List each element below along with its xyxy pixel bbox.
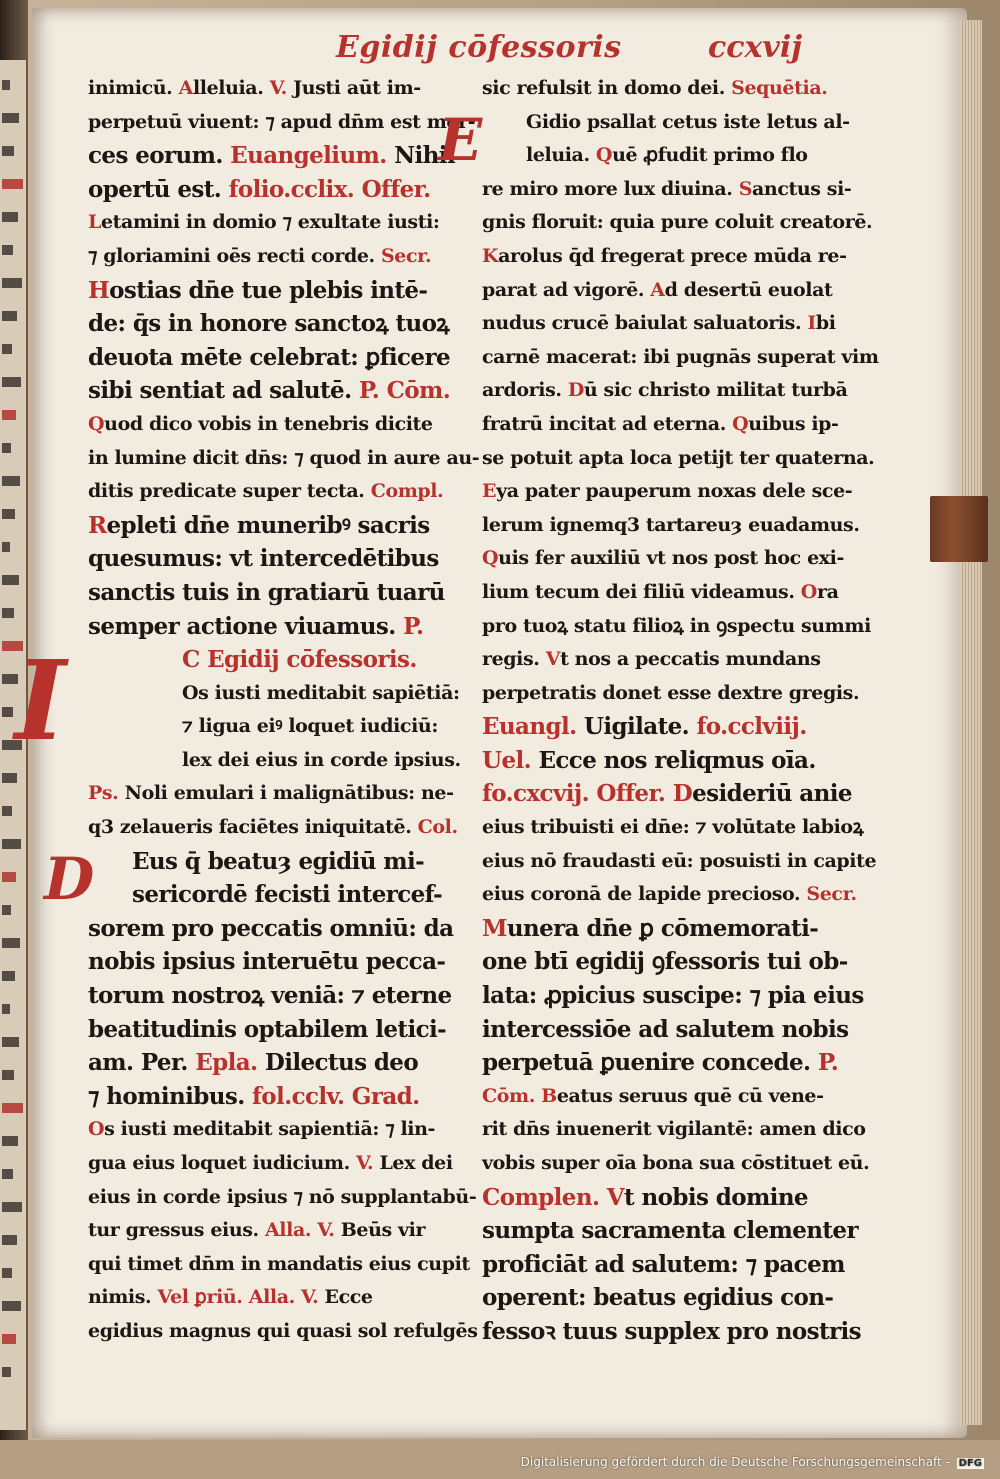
facing-page-text-stroke — [2, 212, 18, 222]
rubric-text: fo.cclviij. — [696, 713, 807, 741]
facing-page-text-stroke — [2, 938, 20, 948]
body-text: Ecce nos reliqmus oīa. — [531, 746, 816, 774]
text-line — [88, 1281, 462, 1315]
facing-page-text-stroke — [2, 476, 20, 486]
rubric-text: P. Cōm. — [358, 377, 451, 405]
rubric-text: R — [88, 511, 107, 539]
facing-page-text-stroke — [2, 1169, 13, 1179]
body-text: sic refulsit in domo dei. — [482, 77, 732, 99]
text-line — [482, 341, 879, 375]
body-text: etamini in domio ⁊ exultate iusti: — [100, 211, 440, 234]
facing-page-text-stroke — [2, 1202, 22, 1212]
rubric-text: M — [482, 914, 507, 942]
facing-page-text-stroke — [2, 311, 17, 321]
rubric-text: Q — [732, 412, 749, 435]
text-line — [88, 106, 476, 140]
text-line — [482, 1281, 852, 1315]
text-line — [482, 442, 875, 476]
facing-page-text-stroke — [2, 1334, 16, 1344]
body-text: vobis super oīa bona sua cōstituet eū. — [482, 1152, 870, 1174]
text-line — [88, 139, 462, 173]
text-line — [88, 408, 462, 442]
body-text: q3 zelaueris faciētes iniquitatē. — [88, 816, 418, 839]
text-line — [88, 744, 462, 778]
body-text: lleluia. — [192, 77, 270, 99]
body-text: am. Per. — [88, 1049, 196, 1077]
text-line — [482, 576, 852, 610]
folio-number: ccxvij — [708, 30, 803, 65]
rubric-text: B — [541, 1084, 557, 1107]
facing-page-text-stroke — [2, 179, 23, 189]
text-line — [88, 509, 462, 543]
rubric-text: fo.cxcvij. Offer. — [482, 780, 666, 808]
body-text: ces eorum. — [88, 142, 231, 170]
red-initial: D — [44, 844, 94, 913]
body-text: carnē macerat: ibi pugnās superat vim — [482, 345, 879, 368]
body-text: sumpta sacramenta clementer — [482, 1217, 858, 1245]
body-text: Lex dei — [373, 1152, 453, 1174]
rubric-text: V. — [269, 77, 287, 99]
facing-page-text-stroke — [2, 575, 19, 585]
body-text: qui timet dn̄m in mandatis eius cupit — [88, 1252, 470, 1275]
running-title: Egidij cōfessoris — [336, 30, 622, 65]
text-line — [482, 945, 852, 979]
facing-page-text-stroke — [2, 278, 22, 288]
body-text: se potuit apta loca petijt ter quaterna. — [482, 446, 875, 469]
body-text: Os iusti meditabit sapiētiā: — [182, 681, 460, 704]
body-text: uod dico vobis in tenebris dicite — [104, 412, 433, 435]
text-line — [482, 811, 864, 845]
footer-credit — [521, 1455, 984, 1469]
body-text: fessoꝛ tuus supplex pro nostris — [482, 1317, 862, 1345]
text-line — [482, 912, 852, 946]
body-text: perpetuā ꝑuenire concede. — [482, 1049, 818, 1077]
facing-page-text-stroke — [2, 1037, 19, 1047]
rubric-text: A — [650, 278, 665, 301]
text-line — [88, 72, 462, 106]
text-line — [482, 139, 852, 173]
rubric-text: Q — [88, 412, 105, 435]
body-text: Justi aūt im- — [286, 77, 421, 99]
body-text: Noli emulari i malignātibus: ne- — [124, 782, 454, 805]
text-line — [88, 945, 462, 979]
body-text: esideriū anie — [692, 780, 852, 808]
body-text: intercessiōe ad salutem nobis — [482, 1015, 849, 1043]
text-line — [88, 1080, 462, 1114]
rubric-text: Euangelium. — [230, 142, 387, 170]
rubric-text: V — [606, 1183, 625, 1211]
facing-page-text-stroke — [2, 1367, 11, 1377]
body-text: torum nostroꝝ veniā: ⁊ eterne — [88, 982, 452, 1010]
text-line — [88, 1113, 462, 1147]
text-line — [88, 240, 462, 274]
digitization-footer — [0, 1440, 1000, 1479]
body-text: eius coronā de lapide precioso. — [482, 883, 807, 906]
body-text: semper actione viuamus. — [88, 612, 404, 640]
body-text: nudus crucē baiulat saluatoris. — [482, 312, 808, 335]
facing-page-text-stroke — [2, 146, 14, 156]
text-line — [482, 173, 852, 207]
body-text: eatus seruus quē cū vene- — [556, 1084, 824, 1107]
body-text: leluia. — [526, 144, 596, 167]
facing-page-text-stroke — [2, 872, 16, 882]
facing-page-text-stroke — [2, 1136, 18, 1146]
text-line — [88, 1248, 470, 1282]
body-text: sanctis tuis in gratiarū tuarū — [88, 578, 445, 606]
text-line — [482, 1248, 852, 1282]
rubric-text: D — [567, 379, 584, 402]
body-text: lex dei eius in corde ipsius. — [182, 748, 461, 771]
text-line — [482, 744, 852, 778]
facing-page-text-stroke — [2, 971, 15, 981]
text-line — [88, 710, 462, 744]
text-line — [482, 1214, 858, 1248]
body-text: pro tuoꝝ statu filioꝝ in ꝯspectu summi — [482, 614, 871, 637]
text-line — [88, 811, 462, 845]
text-line — [88, 677, 462, 711]
rubric-text: S — [738, 177, 753, 200]
text-line — [482, 710, 852, 744]
text-line — [88, 206, 462, 240]
facing-page-text-stroke — [2, 608, 14, 618]
body-text: ardoris. — [482, 379, 568, 402]
body-text: lium tecum dei filiū videamus. — [482, 580, 801, 603]
body-text: ⁊ ligua eiꝰ loquet iudiciū: — [182, 715, 438, 738]
text-line — [88, 777, 462, 811]
body-text: sericordē fecisti intercef- — [132, 881, 443, 909]
rubric-text: C — [182, 646, 208, 674]
rubric-text: P. — [817, 1049, 839, 1077]
body-text: lerum ignemq3 tartareuȝ euadamus. — [482, 513, 860, 536]
right-text-column — [438, 72, 879, 1349]
body-text — [665, 780, 672, 807]
rubric-text: Col. — [417, 816, 458, 839]
text-line — [482, 509, 860, 543]
rubric-text: L — [88, 211, 101, 234]
facing-page-text-stroke — [2, 806, 12, 816]
text-line — [88, 576, 462, 610]
text-line — [482, 878, 857, 912]
body-text: ya pater pauperum noxas dele sce- — [496, 480, 853, 503]
rubric-text: O — [88, 1118, 105, 1141]
body-text: egidius magnus qui quasi sol refulgēs — [88, 1319, 478, 1342]
text-line — [88, 912, 462, 946]
body-text: parat ad vigorē. — [482, 278, 651, 301]
rubric-text: Q — [595, 144, 613, 167]
body-text: eius nō fraudasti eū: posuisti in capite — [482, 849, 877, 872]
rubric-text: Cōm. — [482, 1084, 535, 1107]
body-text: s iusti meditabit sapientiā: ⁊ lin- — [104, 1118, 436, 1141]
text-line — [88, 442, 480, 476]
body-text: sibi sentiat ad salutē. — [88, 377, 359, 405]
body-text: Gidio psallat cetus iste letus al- — [526, 110, 850, 133]
body-text: uē ꝓfudit primo flo — [612, 144, 808, 167]
body-text: d desertū euolat — [664, 278, 833, 301]
text-line — [482, 1113, 866, 1147]
text-line — [482, 240, 852, 274]
facing-page-text-stroke — [2, 905, 11, 915]
body-text: sorem pro peccatis omniū: da — [88, 914, 454, 942]
body-text: beatitudinis optabilem letici- — [88, 1015, 447, 1043]
body-text: epleti dn̄e muneribꝰ sacris — [106, 511, 430, 539]
facing-page-text-stroke — [2, 542, 10, 552]
body-text: eius in corde ipsius ⁊ nō supplantabū- — [88, 1185, 477, 1208]
rubric-text: Compl. — [370, 480, 444, 503]
text-line — [482, 206, 873, 240]
facing-page-text-stroke — [2, 113, 19, 123]
body-text: proficiāt ad salutem: ⁊ pacem — [482, 1250, 845, 1278]
body-text: ostias dn̄e tue plebis intē- — [109, 276, 428, 304]
body-text: Dilectus deo — [257, 1049, 419, 1077]
body-text: bi — [815, 312, 836, 335]
leather-tab-marker — [930, 496, 988, 562]
facing-page-text-stroke — [2, 377, 21, 387]
facing-page-text-stroke — [2, 443, 11, 453]
text-line — [482, 777, 852, 811]
text-line — [88, 1013, 462, 1047]
rubric-text: Epla. — [195, 1049, 258, 1077]
body-text: uibus ip- — [748, 412, 839, 435]
text-line — [88, 341, 462, 375]
facing-page-text-stroke — [2, 1070, 14, 1080]
text-line — [88, 475, 462, 509]
text-line — [482, 643, 852, 677]
body-text: lata: ꝓpicius suscipe: ⁊ pia eius — [482, 982, 864, 1010]
body-text: regis. — [482, 648, 546, 671]
body-text: Beūs vir — [334, 1219, 426, 1242]
facing-page-text-stroke — [2, 344, 12, 354]
text-line — [88, 274, 462, 308]
left-text-column — [14, 72, 480, 1349]
body-text: nobis ipsius interuētu pecca- — [88, 948, 446, 976]
text-line — [482, 475, 852, 509]
text-line — [482, 1080, 852, 1114]
page-header — [0, 26, 1000, 72]
rubric-text: Secr. — [380, 244, 432, 267]
text-line — [482, 1013, 852, 1047]
text-line — [482, 408, 852, 442]
text-line — [482, 1315, 862, 1349]
body-text: gua eius loquet iudicium. — [88, 1152, 356, 1174]
text-line — [88, 1046, 462, 1080]
facing-page-text-stroke — [2, 839, 21, 849]
rubric-text: O — [800, 580, 817, 603]
rubric-text: folio.cclix. Offer. — [228, 175, 431, 203]
rubric-text: Alla. V. — [264, 1219, 335, 1242]
body-text: ⁊ gloriamini oēs recti corde. — [88, 244, 381, 267]
text-line — [482, 1147, 870, 1181]
body-text: quesumus: vt intercedētibus — [88, 545, 439, 573]
body-text: ra — [816, 580, 839, 603]
rubric-text: Complen. — [482, 1183, 600, 1211]
text-line — [482, 72, 852, 106]
text-line — [482, 274, 852, 308]
body-text: deuota mēte celebrat: ꝑficere — [88, 343, 450, 371]
rubric-text: V. — [356, 1152, 374, 1174]
body-text: arolus q̄d fregerat prece mūda re- — [498, 244, 847, 267]
red-initial: E — [438, 105, 482, 174]
facing-page-text-stroke — [2, 410, 16, 420]
text-line — [88, 307, 462, 341]
body-text: perpetuū viuent: ⁊ apud dn̄m est mer- — [88, 110, 476, 133]
page-stack-edge — [960, 20, 982, 1425]
body-text: ū sic christo militat turbā — [583, 379, 848, 402]
rubric-text: Ps. — [88, 782, 125, 805]
rubric-text: Uel. — [482, 746, 532, 774]
rubric-text: D — [672, 780, 693, 808]
body-text: opertū est. — [88, 175, 229, 203]
body-text: ⁊ hominibus. — [88, 1082, 253, 1110]
body-text: eius tribuisti ei dn̄e: ⁊ volūtate labioꝝ — [482, 816, 864, 839]
decorated-initial: I — [14, 636, 66, 766]
facing-page-text-stroke — [2, 509, 15, 519]
body-text: inimicū. — [88, 77, 179, 99]
rubric-text: Euangl. — [482, 713, 577, 741]
text-line — [482, 979, 864, 1013]
text-line — [88, 1181, 477, 1215]
rubric-text: Egidij cōfessoris. — [207, 646, 417, 674]
text-line — [88, 542, 462, 576]
facing-page-text-stroke — [2, 245, 13, 255]
rubric-text: A — [178, 77, 193, 99]
text-line — [88, 1214, 462, 1248]
text-line — [88, 173, 462, 207]
text-line — [482, 1046, 852, 1080]
text-line — [88, 1315, 478, 1349]
body-text: fratrū incitat ad eterna. — [482, 412, 733, 435]
facing-page-text-stroke — [2, 80, 10, 90]
facing-page-text-stroke — [2, 773, 17, 783]
body-text: Eus q̄ beatuȝ egidiū mi- — [132, 847, 425, 875]
body-text: perpetratis donet esse dextre gregis. — [482, 681, 860, 704]
body-text: operent: beatus egidius con- — [482, 1284, 834, 1312]
rubric-text: P. — [403, 612, 424, 640]
facing-page-text-stroke — [2, 1004, 10, 1014]
body-text: tur gressus eius. — [88, 1219, 265, 1242]
footer-credit-text: Digitalisierung gefördert durch die Deutsche Forschungsgemeinschaft - — [520, 1455, 950, 1469]
text-line — [482, 845, 877, 879]
rubric-text: I — [807, 312, 816, 335]
body-text: t nos a peccatis mundans — [560, 648, 821, 671]
body-text: nimis. — [88, 1286, 158, 1309]
facing-page-text-stroke — [2, 1235, 17, 1245]
rubric-text: E — [482, 480, 497, 503]
rubric-text: Vel ꝑriū. Alla. V. — [157, 1286, 319, 1309]
text-line — [482, 1181, 852, 1215]
rubric-text: V — [545, 648, 561, 671]
body-text: gnis floruit: quia pure coluit creatorē. — [482, 211, 873, 234]
body-text: rit dn̄s inuenerit vigilantē: amen dico — [482, 1118, 866, 1141]
text-line — [482, 610, 871, 644]
body-text: anctus si- — [752, 177, 852, 200]
body-text: ditis predicate super tecta. — [88, 480, 371, 503]
body-text: unera dn̄e ꝑ cōmemorati- — [506, 914, 819, 942]
body-text — [599, 1184, 606, 1211]
facing-page-text-stroke — [2, 1268, 12, 1278]
body-text: re miro more lux diuina. — [482, 177, 739, 200]
body-text: t nobis domine — [624, 1183, 808, 1211]
rubric-text: fol.cclv. Grad. — [252, 1082, 420, 1110]
body-text: Nihil — [386, 142, 456, 170]
text-line — [88, 374, 462, 408]
body-text: in lumine dicit dn̄s: ⁊ quod in aure au- — [88, 446, 480, 469]
text-line — [482, 374, 852, 408]
body-text: Uigilate. — [576, 713, 697, 741]
text-line — [88, 1147, 462, 1181]
rubric-text: K — [482, 244, 499, 267]
body-text: uis fer auxiliū vt nos post hoc exi- — [498, 547, 844, 570]
dfg-logo: DFG — [958, 1458, 982, 1469]
body-text: de: q̄s in honore sanctoꝝ tuoꝝ — [88, 310, 450, 338]
rubric-text: Sequētia. — [731, 77, 828, 99]
facing-page-text-stroke — [2, 1103, 23, 1113]
text-line — [482, 542, 852, 576]
text-line — [88, 610, 462, 644]
text-line — [482, 677, 860, 711]
rubric-text: H — [88, 276, 110, 304]
text-line — [88, 979, 462, 1013]
facing-page-text-stroke — [2, 1301, 21, 1311]
body-text: Ecce — [318, 1286, 373, 1309]
text-line — [482, 307, 852, 341]
rubric-text: Secr. — [806, 883, 857, 906]
rubric-text: Q — [482, 547, 499, 570]
body-text: one btī egidij ꝯfessoris tui ob- — [482, 948, 848, 976]
text-line — [88, 878, 462, 912]
